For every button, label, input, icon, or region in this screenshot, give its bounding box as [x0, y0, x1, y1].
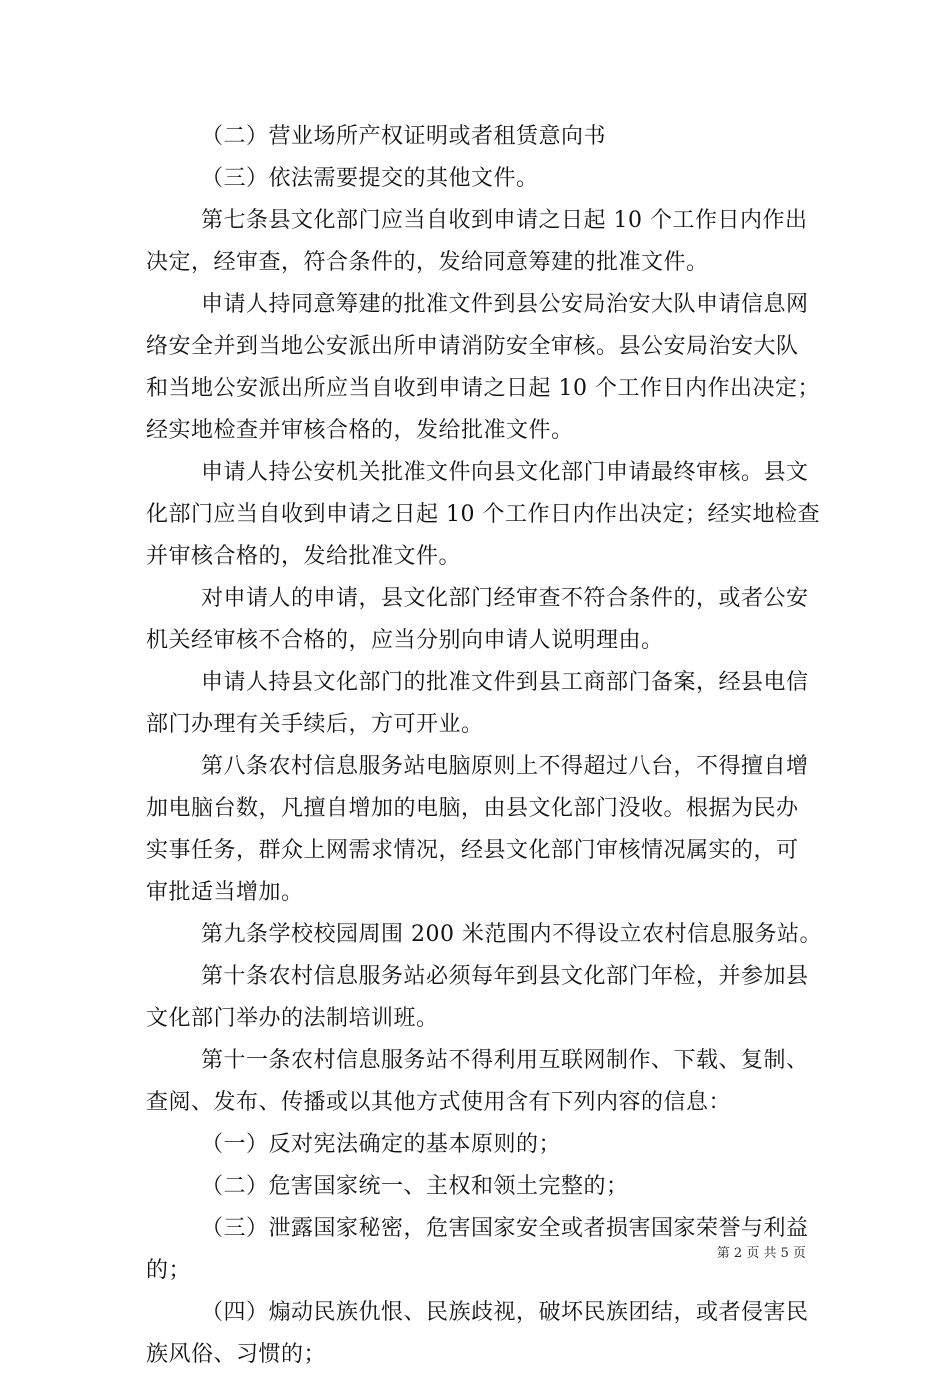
- text-line: 和当地公安派出所应当自收到申请之日起 10 个工作日内作出决定；: [146, 376, 820, 401]
- text-line: （二）营业场所产权证明或者租赁意向书: [201, 124, 607, 149]
- page-footer: [0, 1242, 806, 1261]
- text-line: （四）煽动民族仇恨、民族歧视，破坏民族团结，或者侵害民: [201, 1300, 809, 1325]
- document-body: [146, 116, 822, 1376]
- text-line: （三）依法需要提交的其他文件。: [201, 166, 539, 191]
- text-line: 机关经审核不合格的，应当分别向申请人说明理由。: [146, 628, 664, 653]
- text-line: 部门办理有关手续后，方可开业。: [146, 712, 484, 737]
- text-line: 申请人持县文化部门的批准文件到县工商部门备案，经县电信: [201, 670, 809, 695]
- page-number-label: 第 2 页 共 5 页: [716, 1246, 806, 1261]
- text-line: （一）反对宪法确定的基本原则的；: [201, 1132, 562, 1157]
- text-line: 审批适当增加。: [146, 880, 304, 905]
- text-line: （二）危害国家统一、主权和领土完整的；: [201, 1174, 629, 1199]
- text-line: 对申请人的申请，县文化部门经审查不符合条件的，或者公安: [201, 586, 809, 611]
- text-line: 申请人持公安机关批准文件向县文化部门申请最终审核。县文: [201, 460, 809, 485]
- text-line: 经实地检查并审核合格的，发给批准文件。: [146, 418, 574, 443]
- text-line: 第十一条农村信息服务站不得利用互联网制作、下载、复制、: [201, 1048, 809, 1073]
- text-line: 加电脑台数，凡擅自增加的电脑，由县文化部门没收。根据为民办: [146, 796, 799, 821]
- text-line: 的；: [146, 1258, 192, 1283]
- text-line: 第九条学校校园周围 200 米范围内不得设立农村信息服务站。: [201, 922, 822, 947]
- text-line: 第八条农村信息服务站电脑原则上不得超过八台，不得擅自增: [201, 754, 809, 779]
- text-line: 决定，经审查，符合条件的，发给同意筹建的批准文件。: [146, 250, 709, 275]
- text-line: 族风俗、习惯的；: [146, 1342, 327, 1367]
- text-line: 文化部门举办的法制培训班。: [146, 1006, 439, 1031]
- text-line: 并审核合格的，发给批准文件。: [146, 544, 462, 569]
- text-line: 络安全并到当地公安派出所申请消防安全审核。县公安局治安大队: [146, 334, 799, 359]
- text-line: 第十条农村信息服务站必须每年到县文化部门年检，并参加县: [201, 964, 809, 989]
- text-line: 化部门应当自收到申请之日起 10 个工作日内作出决定；经实地检查: [146, 502, 820, 527]
- text-line: （三）泄露国家秘密，危害国家安全或者损害国家荣誉与利益: [201, 1216, 809, 1241]
- text-line: 查阅、发布、传播或以其他方式使用含有下列内容的信息：: [146, 1090, 732, 1115]
- text-line: 第七条县文化部门应当自收到申请之日起 10 个工作日内作出: [201, 208, 808, 233]
- text-line: 实事任务，群众上网需求情况，经县文化部门审核情况属实的，可: [146, 838, 799, 863]
- text-line: 申请人持同意筹建的批准文件到县公安局治安大队申请信息网: [201, 292, 809, 317]
